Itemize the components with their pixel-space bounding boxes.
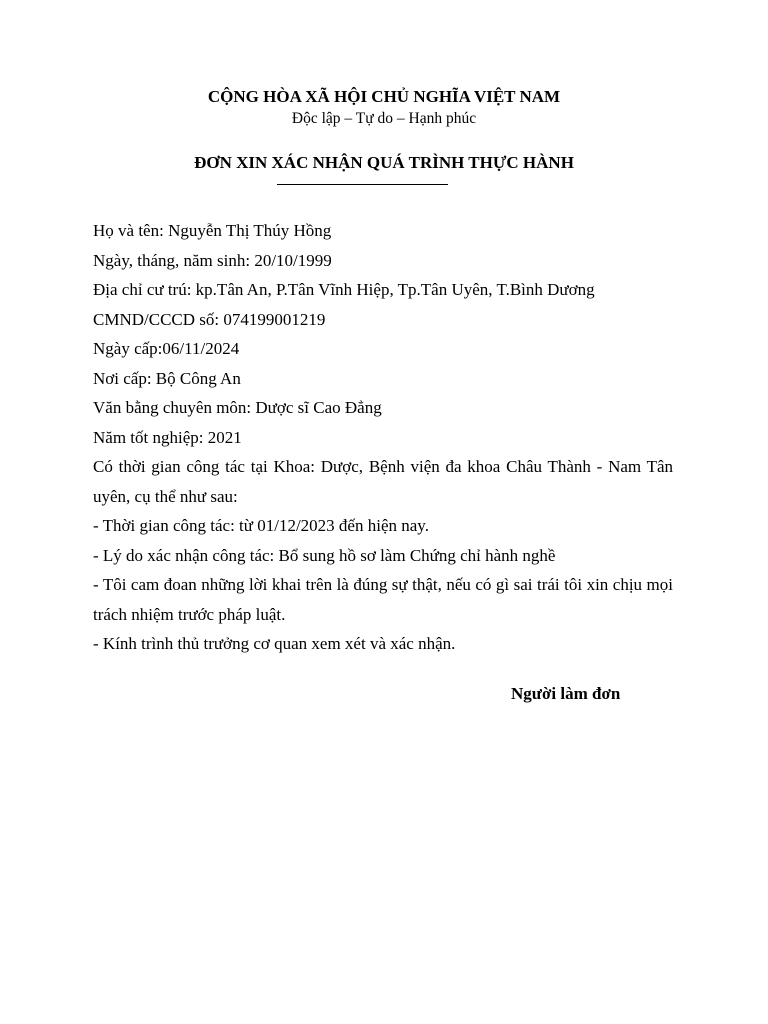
field-issue-place: Nơi cấp: Bộ Công An: [93, 368, 241, 388]
signature-label: Người làm đơn: [511, 684, 621, 703]
field-graduation-year: Năm tốt nghiệp: 2021: [93, 427, 242, 447]
field-issue-date: Ngày cấp:06/11/2024: [93, 339, 240, 358]
document-body: [93, 216, 673, 659]
national-title: CỘNG HÒA XÃ HỘI CHỦ NGHĨA VIỆT NAM: [207, 87, 561, 106]
field-full-name: Họ và tên: Nguyễn Thị Thúy Hồng: [93, 221, 332, 240]
field-address: Địa chỉ cư trú: kp.Tân An, P.Tân Vĩnh Hiệp, Tp.Tân Uyên, T.Bình Dương: [93, 280, 595, 299]
field-id-number: CMND/CCCD số: 074199001219: [93, 309, 326, 329]
title-underline: [277, 184, 448, 185]
paragraph-workplace: Có thời gian công tác tại Khoa: Dược, Bệnh viện đa khoa Châu Thành - Nam Tân uyên, cụ thể như sau:: [93, 457, 673, 506]
paragraph-commitment: - Tôi cam đoan những lời khai trên là đúng sự thật, nếu có gì sai trái tôi xin chịu mọi trách nhiệm trước pháp luật.: [93, 575, 673, 624]
paragraph-reason: - Lý do xác nhận công tác: Bổ sung hồ sơ làm Chứng chỉ hành nghề: [93, 545, 556, 565]
national-motto: Độc lập – Tự do – Hạnh phúc: [291, 110, 477, 127]
paragraph-work-period: - Thời gian công tác: từ 01/12/2023 đến hiện nay.: [93, 516, 429, 535]
document-title: ĐƠN XIN XÁC NHẬN QUÁ TRÌNH THỰC HÀNH: [194, 153, 574, 172]
field-date-of-birth: Ngày, tháng, năm sinh: 20/10/1999: [93, 250, 332, 270]
field-degree: Văn bằng chuyên môn: Dược sĩ Cao Đẳng: [93, 398, 382, 417]
paragraph-request: - Kính trình thủ trưởng cơ quan xem xét và xác nhận.: [93, 634, 456, 653]
